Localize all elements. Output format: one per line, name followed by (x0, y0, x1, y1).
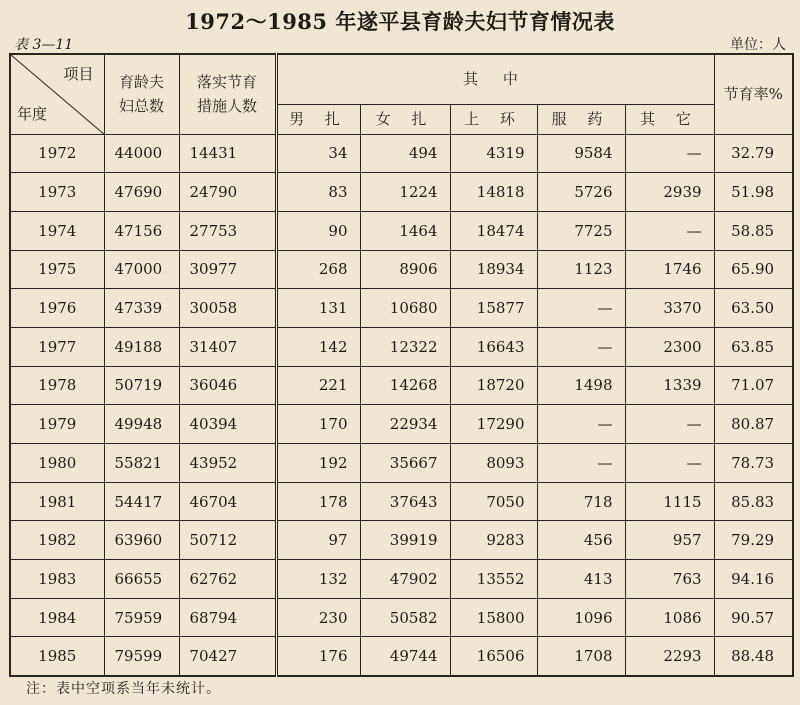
iud-cell: 18474 (450, 211, 537, 250)
corner-header-cell (10, 54, 104, 134)
col-header-iud: 上 环 (450, 104, 537, 134)
male-cell: 176 (276, 637, 360, 676)
other-cell: 1086 (625, 598, 714, 637)
footnote: 注：表中空项系当年未统计。 (26, 681, 221, 697)
year-cell: 1983 (10, 560, 104, 599)
couples-cell: 54417 (104, 482, 179, 521)
couples-cell: 49948 (104, 405, 179, 444)
iud-cell: 16643 (450, 327, 537, 366)
other-cell: — (625, 211, 714, 250)
other-cell: — (625, 134, 714, 173)
female-cell: 50582 (360, 598, 450, 637)
pill-cell: 718 (537, 482, 625, 521)
table-row (10, 521, 793, 560)
rate-cell: 71.07 (714, 366, 793, 405)
table-row (10, 327, 793, 366)
other-cell: 2939 (625, 173, 714, 212)
male-cell: 142 (276, 327, 360, 366)
rate-cell: 88.48 (714, 637, 793, 676)
pill-cell: 7725 (537, 211, 625, 250)
unit-label: 单位：人 (730, 37, 786, 53)
couples-cell: 49188 (104, 327, 179, 366)
pill-cell: 1096 (537, 598, 625, 637)
year-cell: 1972 (10, 134, 104, 173)
year-cell: 1979 (10, 405, 104, 444)
col-header-female: 女 扎 (360, 104, 450, 134)
iud-cell: 14818 (450, 173, 537, 212)
pill-cell: — (537, 289, 625, 328)
rate-cell: 90.57 (714, 598, 793, 637)
year-cell: 1973 (10, 173, 104, 212)
rate-cell: 65.90 (714, 250, 793, 289)
table-row (10, 211, 793, 250)
measures-cell: 40394 (179, 405, 276, 444)
corner-year-label: 年度 (17, 104, 48, 123)
other-cell: — (625, 444, 714, 483)
col-header-couples-line1: 育龄夫 (118, 73, 164, 92)
couples-cell: 55821 (104, 444, 179, 483)
year-cell: 1978 (10, 366, 104, 405)
year-cell: 1985 (10, 637, 104, 676)
year-cell: 1976 (10, 289, 104, 328)
other-cell: 1746 (625, 250, 714, 289)
pill-cell: 1498 (537, 366, 625, 405)
birth-control-table (9, 53, 794, 677)
measures-cell: 30058 (179, 289, 276, 328)
col-header-male: 男 扎 (276, 104, 360, 134)
measures-cell: 46704 (179, 482, 276, 521)
other-cell: 2300 (625, 327, 714, 366)
female-cell: 14268 (360, 366, 450, 405)
pill-cell: 5726 (537, 173, 625, 212)
pill-cell: 9584 (537, 134, 625, 173)
other-cell: 1339 (625, 366, 714, 405)
col-header-other: 其 它 (625, 104, 714, 134)
pill-cell: 1708 (537, 637, 625, 676)
male-cell: 230 (276, 598, 360, 637)
female-cell: 47902 (360, 560, 450, 599)
table-row (10, 250, 793, 289)
rate-cell: 63.50 (714, 289, 793, 328)
measures-cell: 24790 (179, 173, 276, 212)
iud-cell: 16506 (450, 637, 537, 676)
female-cell: 8906 (360, 250, 450, 289)
table-row (10, 289, 793, 328)
corner-item-label: 项目 (63, 65, 94, 83)
table-row (10, 637, 793, 676)
table-number: 表 3—11 (14, 37, 74, 53)
female-cell: 37643 (360, 482, 450, 521)
rate-cell: 58.85 (714, 211, 793, 250)
couples-cell: 47000 (104, 250, 179, 289)
table-row (10, 366, 793, 405)
iud-cell: 15877 (450, 289, 537, 328)
female-cell: 49744 (360, 637, 450, 676)
year-cell: 1982 (10, 521, 104, 560)
measures-cell: 62762 (179, 560, 276, 599)
year-cell: 1984 (10, 598, 104, 637)
female-cell: 10680 (360, 289, 450, 328)
male-cell: 170 (276, 405, 360, 444)
female-cell: 1224 (360, 173, 450, 212)
couples-cell: 75959 (104, 598, 179, 637)
measures-cell: 43952 (179, 444, 276, 483)
measures-cell: 30977 (179, 250, 276, 289)
col-header-measures-line2: 措施人数 (196, 97, 257, 116)
pill-cell: — (537, 327, 625, 366)
table-row (10, 405, 793, 444)
iud-cell: 15800 (450, 598, 537, 637)
female-cell: 39919 (360, 521, 450, 560)
table-row (10, 134, 793, 173)
measures-cell: 68794 (179, 598, 276, 637)
other-cell: 763 (625, 560, 714, 599)
couples-cell: 50719 (104, 366, 179, 405)
couples-cell: 79599 (104, 637, 179, 676)
rate-cell: 78.73 (714, 444, 793, 483)
page-title: 1972～1985 年遂平县育龄夫妇节育情况表 (185, 9, 615, 34)
iud-cell: 4319 (450, 134, 537, 173)
rate-cell: 32.79 (714, 134, 793, 173)
male-cell: 192 (276, 444, 360, 483)
female-cell: 12322 (360, 327, 450, 366)
iud-cell: 18934 (450, 250, 537, 289)
measures-cell: 70427 (179, 637, 276, 676)
table-row (10, 482, 793, 521)
couples-cell: 47156 (104, 211, 179, 250)
year-cell: 1980 (10, 444, 104, 483)
other-cell: 1115 (625, 482, 714, 521)
rate-cell: 80.87 (714, 405, 793, 444)
iud-cell: 9283 (450, 521, 537, 560)
iud-cell: 7050 (450, 482, 537, 521)
col-header-pill: 服 药 (537, 104, 625, 134)
measures-cell: 36046 (179, 366, 276, 405)
male-cell: 131 (276, 289, 360, 328)
measures-cell: 27753 (179, 211, 276, 250)
table-row (10, 444, 793, 483)
male-cell: 97 (276, 521, 360, 560)
male-cell: 34 (276, 134, 360, 173)
rate-cell: 63.85 (714, 327, 793, 366)
col-header-rate: 节育率% (714, 54, 793, 134)
female-cell: 35667 (360, 444, 450, 483)
male-cell: 268 (276, 250, 360, 289)
female-cell: 1464 (360, 211, 450, 250)
male-cell: 132 (276, 560, 360, 599)
pill-cell: 1123 (537, 250, 625, 289)
year-cell: 1974 (10, 211, 104, 250)
iud-cell: 17290 (450, 405, 537, 444)
col-header-couples-line2: 妇总数 (118, 97, 164, 116)
col-header-of-which: 其 中 (276, 54, 714, 104)
year-cell: 1977 (10, 327, 104, 366)
couples-cell: 66655 (104, 560, 179, 599)
rate-cell: 79.29 (714, 521, 793, 560)
other-cell: 2293 (625, 637, 714, 676)
year-cell: 1975 (10, 250, 104, 289)
measures-cell: 31407 (179, 327, 276, 366)
year-cell: 1981 (10, 482, 104, 521)
rate-cell: 94.16 (714, 560, 793, 599)
pill-cell: 413 (537, 560, 625, 599)
couples-cell: 47690 (104, 173, 179, 212)
couples-cell: 44000 (104, 134, 179, 173)
female-cell: 22934 (360, 405, 450, 444)
table-row (10, 560, 793, 599)
measures-cell: 50712 (179, 521, 276, 560)
col-header-measures (179, 54, 276, 134)
col-header-couples (104, 54, 179, 134)
other-cell: 957 (625, 521, 714, 560)
rate-cell: 51.98 (714, 173, 793, 212)
couples-cell: 47339 (104, 289, 179, 328)
male-cell: 83 (276, 173, 360, 212)
iud-cell: 8093 (450, 444, 537, 483)
table-row (10, 173, 793, 212)
other-cell: 3370 (625, 289, 714, 328)
other-cell: — (625, 405, 714, 444)
rate-cell: 85.83 (714, 482, 793, 521)
measures-cell: 14431 (179, 134, 276, 173)
couples-cell: 63960 (104, 521, 179, 560)
male-cell: 221 (276, 366, 360, 405)
iud-cell: 18720 (450, 366, 537, 405)
table-row (10, 598, 793, 637)
pill-cell: 456 (537, 521, 625, 560)
female-cell: 494 (360, 134, 450, 173)
pill-cell: — (537, 444, 625, 483)
male-cell: 90 (276, 211, 360, 250)
pill-cell: — (537, 405, 625, 444)
col-header-measures-line1: 落实节育 (196, 73, 257, 92)
iud-cell: 13552 (450, 560, 537, 599)
male-cell: 178 (276, 482, 360, 521)
